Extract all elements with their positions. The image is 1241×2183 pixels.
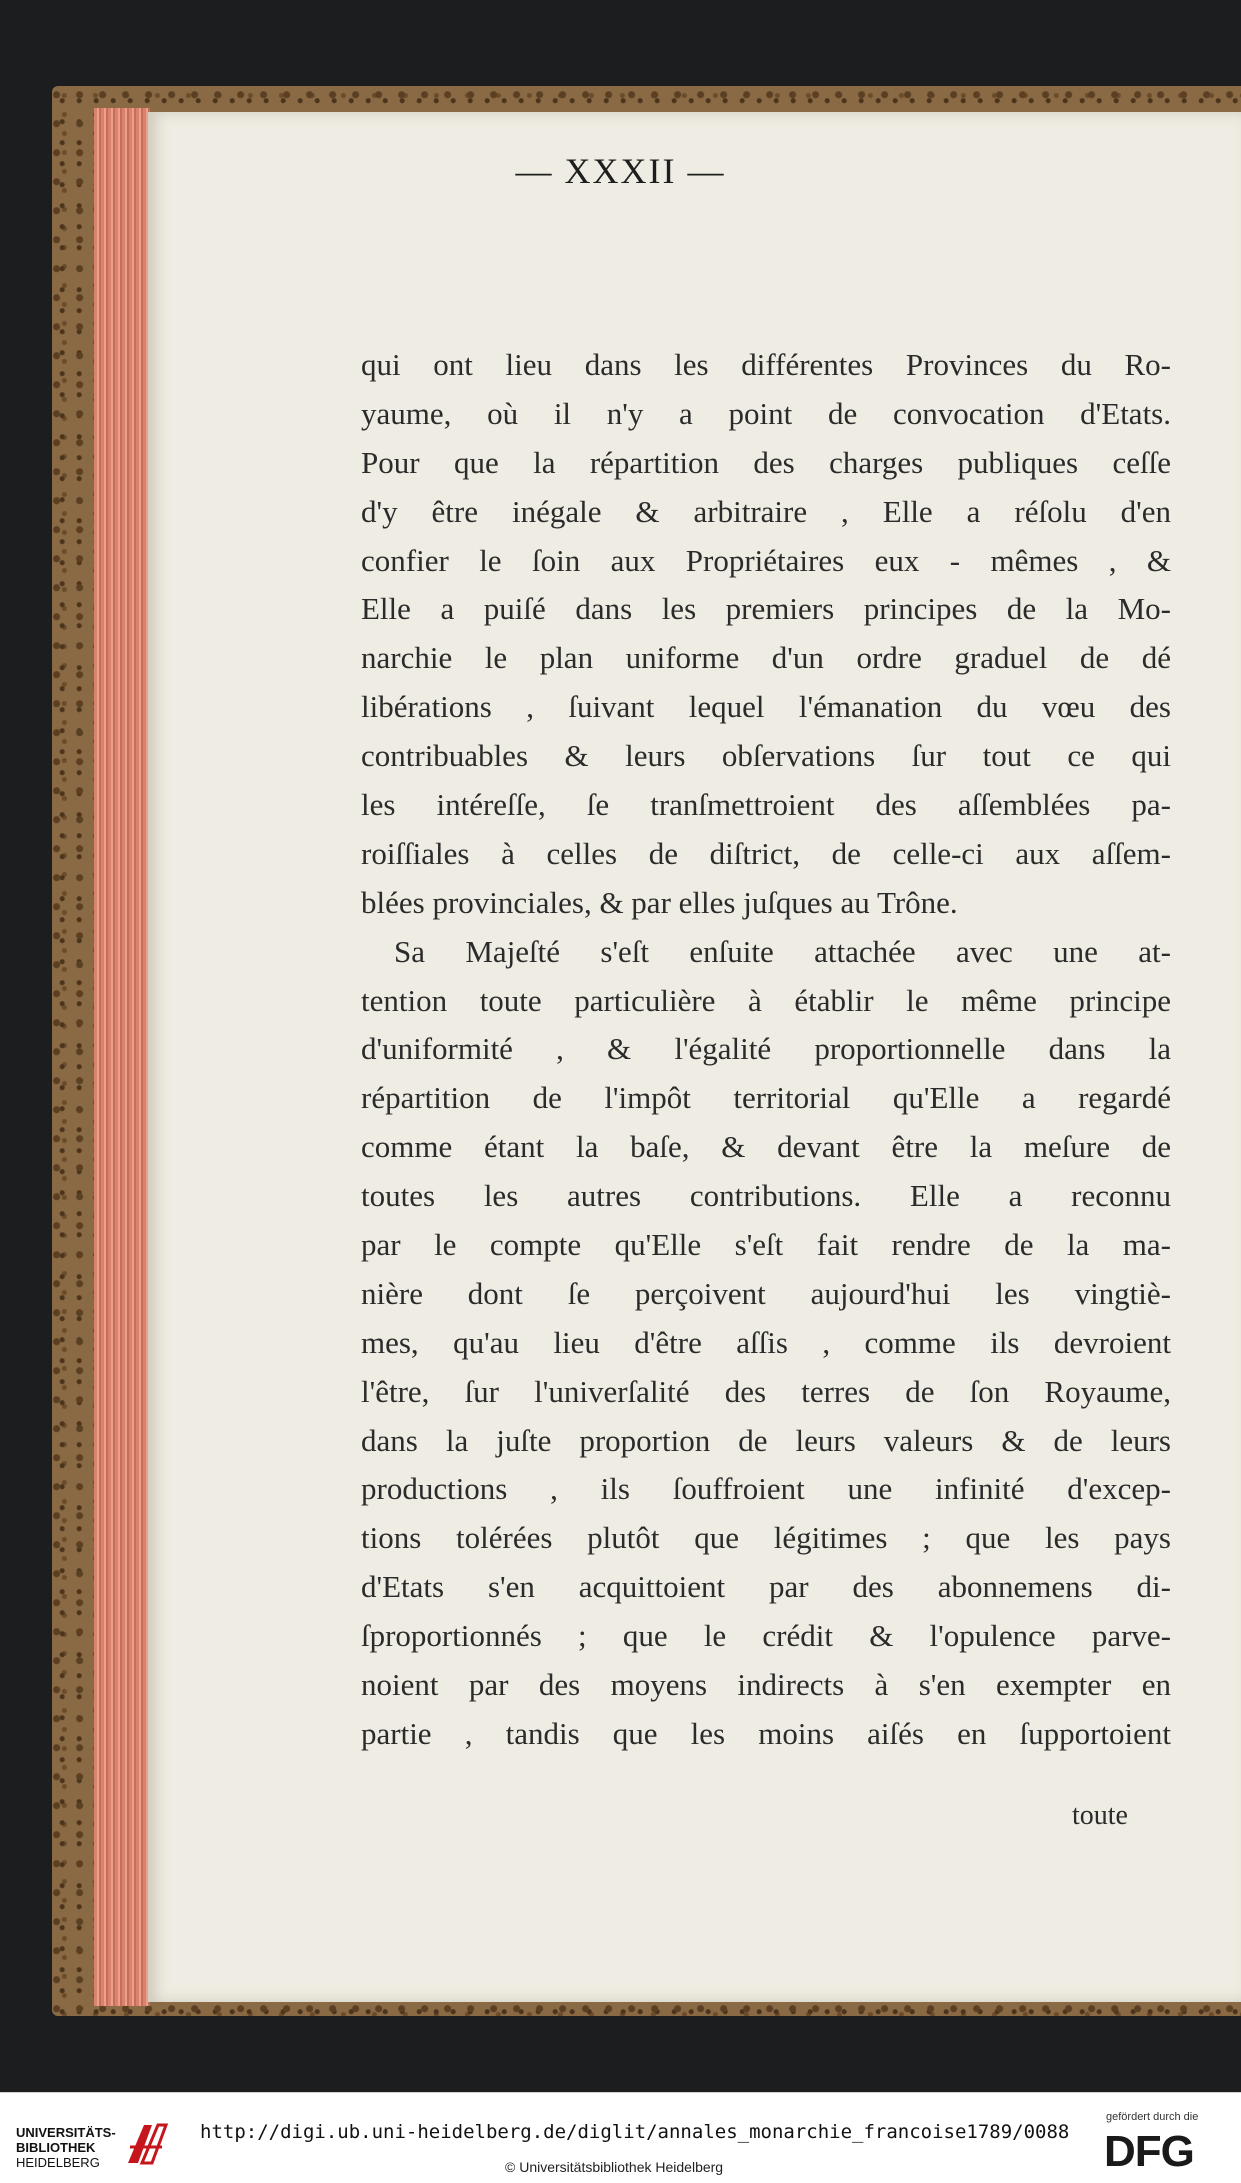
text-line: comme étant la baſe, & devant être la meſure de bbox=[361, 1129, 1171, 1165]
running-head: — XXXII — bbox=[515, 151, 726, 191]
library-logo-text[interactable] bbox=[16, 2125, 116, 2170]
text-line: toutes les autres contributions. Elle a reconnu bbox=[361, 1178, 1171, 1214]
copyright-notice: © Universitätsbibliothek Heidelberg bbox=[505, 2159, 724, 2175]
text-line: par le compte qu'Elle s'eſt fait rendre de la ma- bbox=[361, 1227, 1171, 1263]
text-line: partie , tandis que les moins aiſés en ſupportoient bbox=[361, 1715, 1171, 1751]
text-line: noient par des moyens indirects à s'en exempter en bbox=[361, 1667, 1171, 1703]
footer-bar bbox=[0, 2092, 1241, 2183]
page-edge bbox=[94, 108, 150, 2006]
funding-label: gefördert durch die bbox=[1106, 2111, 1199, 2123]
text-line: yaume, où il n'y a point de convocation d'Etats. bbox=[361, 395, 1171, 431]
text-line: mes, qu'au lieu d'être aſſis , comme ils devroient bbox=[361, 1324, 1171, 1360]
text-line: confier le ſoin aux Propriétaires eux - mêmes , & bbox=[361, 542, 1171, 578]
library-name-line: BIBLIOTHEK bbox=[16, 2140, 96, 2155]
text-line: nière dont ſe perçoivent aujourd'hui les vingtiè- bbox=[361, 1275, 1171, 1311]
text-line: tention toute particulière à établir le même principe bbox=[361, 982, 1171, 1018]
text-line: d'uniformité , & l'égalité proportionnelle dans la bbox=[361, 1031, 1171, 1067]
library-logo-icon bbox=[122, 2117, 174, 2169]
text-line: Pour que la répartition des charges publiques ceſſe bbox=[361, 444, 1171, 480]
permalink-url[interactable]: http://digi.ub.uni-heidelberg.de/diglit/annales_monarchie_francoise1789/0088 bbox=[200, 2121, 1070, 2143]
text-line: narchie le plan uniforme d'un ordre graduel de dé bbox=[361, 640, 1171, 676]
text-line: qui ont lieu dans les différentes Provinces du Ro- bbox=[361, 347, 1171, 382]
catchword: toute bbox=[1072, 1800, 1128, 1831]
text-line: ſproportionnés ; que le crédit & l'opulence parve- bbox=[361, 1618, 1171, 1654]
text-line: l'être, ſur l'univerſalité des terres de ſon Royaume, bbox=[361, 1373, 1171, 1409]
text-line: Elle a puiſé dans les premiers principes de la Mo- bbox=[361, 591, 1171, 627]
text-line: libérations , ſuivant lequel l'émanation du vœu des bbox=[361, 689, 1171, 725]
library-name-line: HEIDELBERG bbox=[16, 2155, 100, 2170]
library-name-line: UNIVERSITÄTS- bbox=[16, 2125, 116, 2140]
text-line: contribuables & leurs obſervations ſur tout ce qui bbox=[361, 738, 1171, 774]
text-line: productions , ils ſouffroient une infinité d'excep- bbox=[361, 1471, 1171, 1507]
dfg-logo[interactable]: DFG bbox=[1104, 2127, 1194, 2176]
text-line: répartition de l'impôt territorial qu'Elle a regardé bbox=[361, 1080, 1171, 1116]
text-line: les intéreſſe, ſe tranſmettroient des aſſemblées pa- bbox=[361, 787, 1171, 823]
text-line: dans la juſte proportion de leurs valeurs & de leurs bbox=[361, 1422, 1171, 1458]
text-line: tions tolérées plutôt que légitimes ; que les pays bbox=[361, 1520, 1171, 1556]
text-line: d'Etats s'en acquittoient par des abonnemens di- bbox=[361, 1569, 1171, 1605]
text-line: Sa Majeſté s'eſt enſuite attachée avec une at- bbox=[394, 933, 1171, 969]
text-line: roiſſiales à celles de diſtrict, de celle-ci aux aſſem- bbox=[361, 835, 1171, 871]
text-line: d'y être inégale & arbitraire , Elle a réſolu d'en bbox=[361, 493, 1171, 529]
text-line: blées provinciales, & par elles juſques au Trône. bbox=[361, 884, 958, 920]
text-block bbox=[361, 341, 1171, 1759]
